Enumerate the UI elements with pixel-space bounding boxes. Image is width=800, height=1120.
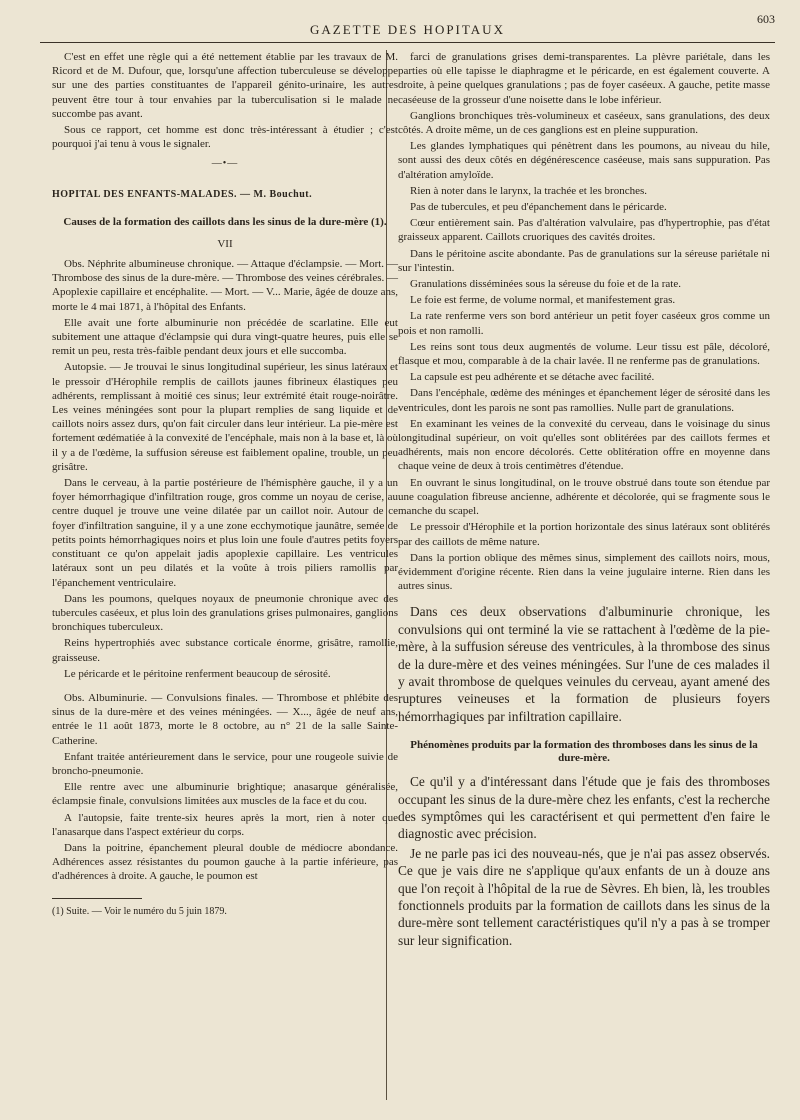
section-heading: Causes de la formation des caillots dans les sinus de la dure-mère (1).	[63, 215, 387, 228]
commentary-paragraph: Dans ces deux observations d'albuminurie chronique, les convulsions qui ont terminé la vie se rattachent à l'œdème de la pie-mère, à la suffusion séreuse des ventricules, à la thrombose des sinus de la dure-mère et des veines méningées. Sur l'une de ces malades il y avait thrombose de quelques veinules du cerveau, ayant amené des ruptures veineuses et la formation de plusieurs foyers hémorrhagiques par infiltration capillaire.	[398, 604, 770, 724]
spacer	[52, 683, 398, 691]
footnote: (1) Suite. — Voir le numéro du 5 juin 1879.	[52, 905, 227, 917]
observation-paragraph: Dans la poitrine, épanchement pleural double de médiocre abondance. Adhérences assez résistantes du poumon gauche à la partie inférieure, pas d'adhérences à droite. A gauche, le poumon est	[52, 841, 398, 883]
hospital-heading: HOPITAL DES ENFANTS-MALADES. — M. Bouchut.	[52, 188, 313, 200]
running-title: GAZETTE DES HOPITAUX	[310, 22, 505, 37]
observation-paragraph: Obs. Néphrite albumineuse chronique. — Attaque d'éclampsie. — Mort. — Thrombose des sinus de la dure-mère. — Thrombose des veines cérébrales. — Apoplexie capillaire et encéphalite. — Mort. — V... Marie, âgée de douze ans, morte le 4 mai 1871, à l'hôpital des Enfants.	[52, 258, 398, 313]
autopsy-paragraph: Les glandes lymphatiques qui pénètrent dans les poumons, au niveau du hile, sont aussi des deux côtés en dégénérescence caséeuse, mais sans suppuration. Pas d'altération amyloïde.	[398, 140, 770, 181]
observation-paragraph: Reins hypertrophiés avec substance corticale énorme, grisâtre, ramollie, graisseuse.	[52, 637, 398, 664]
autopsy-paragraph: Pas de tubercules, et peu d'épanchement dans le péricarde.	[410, 201, 667, 214]
observation-paragraph: Dans les poumons, quelques noyaux de pneumonie chronique avec des tubercules caséeux, et plus loin des granulations grises pulmonaires, ganglions bronchiques tuberculeux.	[52, 592, 398, 634]
autopsy-paragraph: Les reins sont tous deux augmentés de volume. Leur tissu est pâle, décoloré, flasque et mou, comparable à de la chair lavée. Il ne renferme pas de granulations.	[398, 340, 770, 368]
autopsy-paragraph: Ganglions bronchiques très-volumineux et caséeux, sans granulations, des deux côtés. A droite même, un de ces ganglions est en pleine suppuration.	[398, 109, 770, 137]
right-column	[398, 50, 770, 951]
footnote-rule	[52, 898, 142, 899]
autopsy-paragraph: La capsule est peu adhérente et se détache avec facilité.	[410, 371, 655, 384]
ornamental-separator: —•—	[211, 158, 239, 170]
commentary-paragraph: Ce qu'il y a d'intéressant dans l'étude que je fais des thromboses occupant les sinus de la dure-mère chez les enfants, c'est la recherche des symptômes qui les caractérisent et qui permettent d'en faire le diagnostic avec précision.	[398, 774, 770, 842]
autopsy-paragraph: Rien à noter dans le larynx, la trachée et les bronches.	[410, 184, 648, 197]
observation-paragraph: Enfant traitée antérieurement dans le service, pour une rougeole suivie de broncho-pneumonie.	[52, 750, 398, 777]
page-header	[40, 10, 775, 44]
commentary-paragraph: Je ne parle pas ici des nouveau-nés, que je n'ai pas assez observés. Ce que je vais dire ne s'applique qu'aux enfants de un à douze ans que l'on reçoit à l'hôpital de la rue de Sèvres. Eh bien, là, les troubles fonctionnels produits par la formation de caillots dans les sinus de la dure-mère sont tellement caractéristiques qu'il n'y a pas à se tromper sur leur signification.	[398, 845, 770, 948]
observation-paragraph: Autopsie. — Je trouvai le sinus longitudinal supérieur, les sinus latéraux et le pressoir d'Hérophile remplis de caillots jaunes fibrineux élastiques peu adhérents, remplissant à moitié ces sinus; leur extrémité était rouge-noirâtre. Les veines méningées sont pour la plupart remplies de sang liquide et de caillots noirs assez durs, qu'on fait circuler dans leur intérieur. La pie-mère est fortement œdématiée à la convexité de l'encéphale, mais non à la base et, là où il y a de l'œdème, la suffusion séreuse est faiblement opaline, trouble, un peu grisâtre.	[52, 361, 398, 473]
spacer	[398, 595, 770, 603]
observation-paragraph: Le péricarde et le péritoine renferment beaucoup de sérosité.	[64, 667, 331, 680]
autopsy-paragraph: Cœur entièrement sain. Pas d'altération valvulaire, pas d'hypertrophie, pas d'état graisseux apparent. Caillots cruoriques des cavités droites.	[398, 217, 770, 244]
observation-paragraph: Obs. Albuminurie. — Convulsions finales. — Thrombose et phlébite des sinus de la dure-mère et des veines méningées. — X..., âgée de neuf ans, entrée le 11 août 1873, morte le 8 octobre, au n° 21 de la salle Sainte-Catherine.	[52, 691, 398, 747]
header-rule	[40, 42, 775, 43]
autopsy-paragraph: Dans le péritoine ascite abondante. Pas de granulations sur la séreuse pariétale ni sur l'intestin.	[398, 247, 770, 274]
observation-paragraph: Dans le cerveau, à la partie postérieure de l'hémisphère gauche, il y a un foyer hémorrhagique d'infiltration rouge, gros comme un noyau de cerise, au centre duquel je trouve une veine dilatée par un caillot noir. Autour de ce foyer d'infiltration sanguine, il y a une zone ecchymotique jaunâtre, semée de petits points hémorrhagiques noirs et plus loin une foule d'autres petits foyers constituant ce qu'on appelait jadis apoplexie capillaire. Les ventricules latéraux sont un peu dilatés et la voûte à trois piliers ramollis par l'épanchement ventriculaire.	[52, 477, 398, 589]
autopsy-paragraph: La rate renferme vers son bord antérieur un petit foyer caséeux gros comme un pois et non ramolli.	[398, 310, 770, 337]
autopsy-paragraph: Granulations disséminées sous la séreuse du foie et de la rate.	[410, 278, 681, 291]
observation-paragraph: Elle avait une forte albuminurie non précédée de scarlatine. Elle eut subitement une attaque d'éclampsie qui dura vingt-quatre heures, puis elle se remit un peu, resta très-faible pendant deux jours et elle succomba.	[52, 316, 398, 358]
left-column	[52, 50, 398, 921]
autopsy-paragraph: En ouvrant le sinus longitudinal, on le trouve obstrué dans toute son étendue par une coagulation fibreuse ancienne, adhérente et décolorée, qui se fragmente sous le manche du scapel.	[398, 476, 770, 518]
observation-paragraph: A l'autopsie, faite trente-six heures après la mort, rien à noter que l'anasarque dans l'aspect extérieur du corps.	[52, 811, 398, 838]
autopsy-paragraph: Le pressoir d'Hérophile et la portion horizontale des sinus latéraux sont oblitérés par des caillots de même nature.	[398, 521, 770, 548]
autopsy-paragraph: En examinant les veines de la convexité du cerveau, dans le voisinage du sinus longitudinal supérieur, on voit qu'elles sont oblitérées par des caillots fermes et adhérents, mais non encore décolorés. Cette oblitération offre en moyenne dans chaque veine de deux à trois centimètres d'étendue.	[398, 417, 770, 473]
chapter-number: VII	[217, 237, 233, 250]
observation-paragraph: Elle rentre avec une albuminurie brightique; anasarque généralisée, éclampsie finale, convulsions limitées aux muscles de la face et du cou.	[52, 781, 398, 808]
intro-paragraph: Sous ce rapport, cet homme est donc très-intéressant à étudier ; c'est pourquoi j'ai tenu à vous le signaler.	[52, 124, 398, 151]
intro-paragraph: C'est en effet une règle qui a été nettement établie par les travaux de M. Ricord et de M. Dufour, que, lorsqu'une affection tuberculeuse se développe sur une des parties constituantes de l'appareil génito-urinaire, les autres peuvent être tour à tour envahies par la tuberculisation si le malade ne succombe pas avant.	[52, 51, 398, 120]
page-number: 603	[757, 12, 775, 26]
autopsy-paragraph: Le foie est ferme, de volume normal, et manifestement gras.	[410, 294, 676, 307]
autopsy-paragraph: Dans la portion oblique des mêmes sinus, simplement des caillots noirs, mous, évidemment d'origine récente. Rien dans la veine jugulaire interne. Rien dans les autres sinus.	[398, 551, 770, 593]
autopsy-paragraph: farci de granulations grises demi-transparentes. La plèvre pariétale, dans les parties où elle tapisse le diaphragme et le péricarde, en est également couverte. A droite, à peine quelques granulations ; pas de foyer caséeux. A gauche, petite masse caséeuse de la grosseur d'une noisette dans le lobe inférieur.	[398, 51, 770, 106]
autopsy-paragraph: Dans l'encéphale, œdème des méninges et épanchement léger de sérosité dans les ventricules, dont les parois ne sont pas ramollies. Nulle part de granulations.	[398, 387, 770, 414]
section-heading: Phénomènes produits par la formation des thromboses dans les sinus de la dure-mère.	[410, 739, 758, 765]
